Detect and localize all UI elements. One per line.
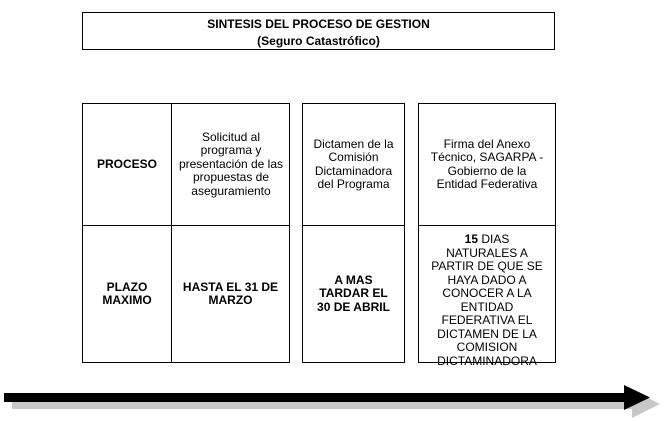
- title-box: [82, 12, 555, 50]
- deadline-number: 15: [464, 232, 478, 246]
- process-cell-firma: [419, 104, 555, 225]
- deadline-cell-15-dias-text: 15 DIAS NATURALES A PARTIR DE QUE SE HAYA DADO A CONOCER A LA ENTIDAD FEDERATIVA EL DICTAMEN DE LA COMISION DICTAMINADORA: [431, 232, 543, 368]
- row-label-plazo-maximo-text: PLAZO MAXIMO: [102, 279, 152, 307]
- deadline-cell-marzo: [172, 226, 289, 362]
- page-title: SINTESIS DEL PROCESO DE GESTION: [207, 17, 430, 31]
- process-cell-dictamen-text: Dictamen de la Comisión Dictaminadora del Programa: [313, 136, 394, 191]
- process-cell-firma-text: Firma del Anexo Técnico, SAGARPA - Gobierno de la Entidad Federativa: [430, 136, 544, 191]
- row-label-proceso: PROCESO: [96, 156, 157, 171]
- page-subtitle: (Seguro Catastrófico): [257, 34, 380, 48]
- process-cell-dictamen: [303, 104, 404, 225]
- deadline-cell-abril-text: A MAS TARDAR EL 30 DE ABRIL: [317, 272, 390, 314]
- row-label-plazo-maximo: [83, 226, 171, 362]
- deadline-cell-marzo-text: HASTA EL 31 DE MARZO: [182, 279, 279, 307]
- process-cell-solicitud: Solicitud al programa y presentación de las propuestas de aseguramiento: [178, 129, 284, 198]
- deadline-cell-15-dias: [419, 226, 555, 368]
- timeline-arrow: [0, 383, 664, 421]
- deadline-cell-abril: [303, 226, 404, 362]
